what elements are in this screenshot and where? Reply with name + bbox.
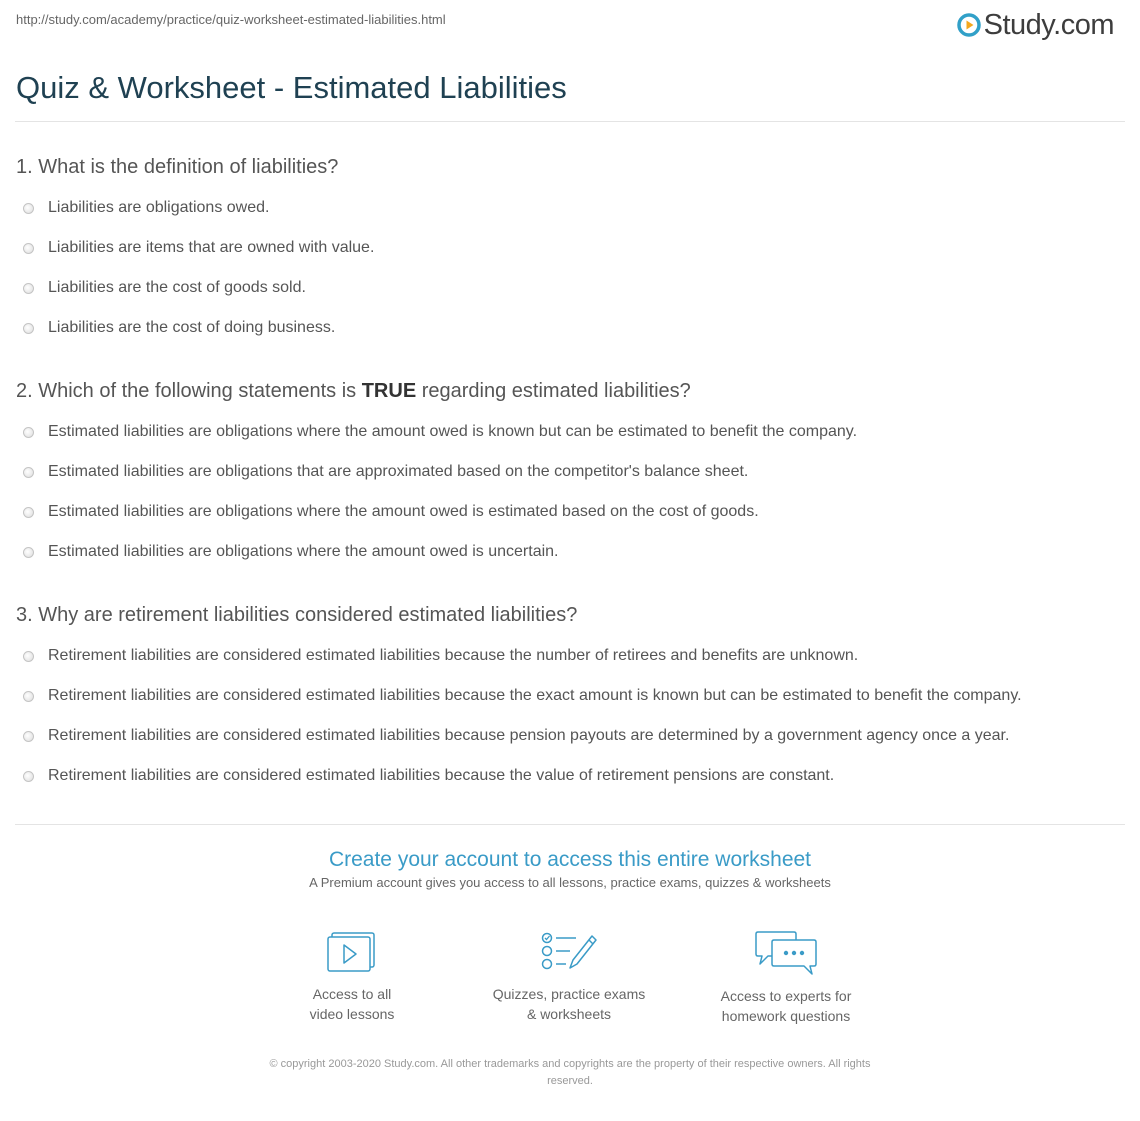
answer-option[interactable] (16, 412, 1126, 452)
question-2 (16, 378, 1126, 572)
question-text-end: regarding estimated liabilities? (416, 380, 691, 402)
feature-label (686, 986, 886, 1026)
feature-label (252, 984, 452, 1024)
answer-text: Retirement liabilities are considered estimated liabilities because the number of retirees and benefits are unknown. (48, 647, 859, 664)
radio-button[interactable] (23, 243, 34, 254)
divider (15, 121, 1125, 122)
answer-text: Estimated liabilities are obligations where the amount owed is uncertain. (48, 543, 559, 560)
feature-label-line1: Access to experts for (720, 988, 852, 1004)
feature-label-line2: homework questions (721, 1008, 851, 1024)
radio-button[interactable] (23, 427, 34, 438)
chat-bubbles-icon (686, 930, 886, 976)
answer-text: Liabilities are obligations owed. (48, 199, 270, 216)
play-circle-icon (957, 13, 981, 37)
radio-button[interactable] (23, 323, 34, 334)
answer-option[interactable] (16, 756, 1126, 796)
radio-button[interactable] (23, 691, 34, 702)
answer-option[interactable] (16, 532, 1126, 572)
answer-text: Estimated liabilities are obligations that are approximated based on the competitor's balance sheet. (48, 463, 749, 480)
feature-experts (686, 930, 886, 1026)
copyright-line2: reserved. (547, 1075, 593, 1087)
radio-button[interactable] (23, 771, 34, 782)
radio-button[interactable] (23, 547, 34, 558)
question-text (16, 378, 1126, 404)
copyright (210, 1056, 930, 1090)
answer-option[interactable] (16, 188, 1126, 228)
question-1 (16, 154, 1126, 348)
feature-label (469, 984, 669, 1024)
radio-button[interactable] (23, 507, 34, 518)
feature-label-line1: Access to all (312, 986, 392, 1002)
divider (15, 824, 1125, 825)
page-title: Quiz & Worksheet - Estimated Liabilities (16, 70, 567, 105)
answer-text: Retirement liabilities are considered estimated liabilities because the value of retirement pensions are constant. (48, 767, 835, 784)
answer-text: Liabilities are items that are owned with value. (48, 239, 375, 256)
question-text-start: 2. Which of the following statements is (16, 380, 362, 402)
answer-option[interactable] (16, 452, 1126, 492)
copyright-line1: © copyright 2003-2020 Study.com. All other trademarks and copyrights are the property of their respective owners. All rights (269, 1058, 871, 1070)
feature-label-line2: & worksheets (526, 1006, 612, 1022)
answer-text: Retirement liabilities are considered estimated liabilities because the exact amount is known but can be estimated to benefit the company. (48, 687, 1022, 704)
study-logo[interactable] (957, 8, 1114, 42)
radio-button[interactable] (23, 283, 34, 294)
feature-video-lessons (252, 930, 452, 1024)
answer-options (16, 636, 1126, 796)
answer-text: Liabilities are the cost of goods sold. (48, 279, 306, 296)
feature-label-line2: video lessons (309, 1006, 395, 1022)
premium-promo (0, 847, 1140, 893)
radio-button[interactable] (23, 467, 34, 478)
answer-option[interactable] (16, 716, 1126, 756)
answer-option[interactable] (16, 676, 1126, 716)
answer-options (16, 188, 1126, 348)
radio-button[interactable] (23, 731, 34, 742)
question-text: 3. Why are retirement liabilities considered estimated liabilities? (16, 604, 578, 626)
answer-option[interactable] (16, 492, 1126, 532)
quiz-checklist-icon (469, 930, 669, 974)
answer-text: Liabilities are the cost of doing business. (48, 319, 336, 336)
answer-text: Estimated liabilities are obligations where the amount owed is estimated based on the cost of goods. (48, 503, 759, 520)
feature-quizzes (469, 930, 669, 1024)
video-lesson-icon (252, 930, 452, 974)
question-text-emphasis: TRUE (361, 380, 417, 402)
page-url: http://study.com/academy/practice/quiz-worksheet-estimated-liabilities.html (16, 12, 446, 27)
promo-subtitle: A Premium account gives you access to all lessons, practice exams, quizzes & worksheets (309, 875, 831, 890)
answer-option[interactable] (16, 636, 1126, 676)
logo-text: Study.com (983, 8, 1114, 41)
create-account-link[interactable]: Create your account to access this entire worksheet (328, 848, 812, 871)
question-text: 1. What is the definition of liabilities? (16, 156, 339, 178)
radio-button[interactable] (23, 651, 34, 662)
question-3 (16, 602, 1126, 796)
radio-button[interactable] (23, 203, 34, 214)
answer-text: Retirement liabilities are considered estimated liabilities because pension payouts are determined by a government agency once a year. (48, 727, 1010, 744)
feature-label-line1: Quizzes, practice exams (492, 986, 646, 1002)
answer-options (16, 412, 1126, 572)
answer-option[interactable] (16, 268, 1126, 308)
answer-option[interactable] (16, 228, 1126, 268)
answer-option[interactable] (16, 308, 1126, 348)
answer-text: Estimated liabilities are obligations where the amount owed is known but can be estimated to benefit the company. (48, 423, 858, 440)
